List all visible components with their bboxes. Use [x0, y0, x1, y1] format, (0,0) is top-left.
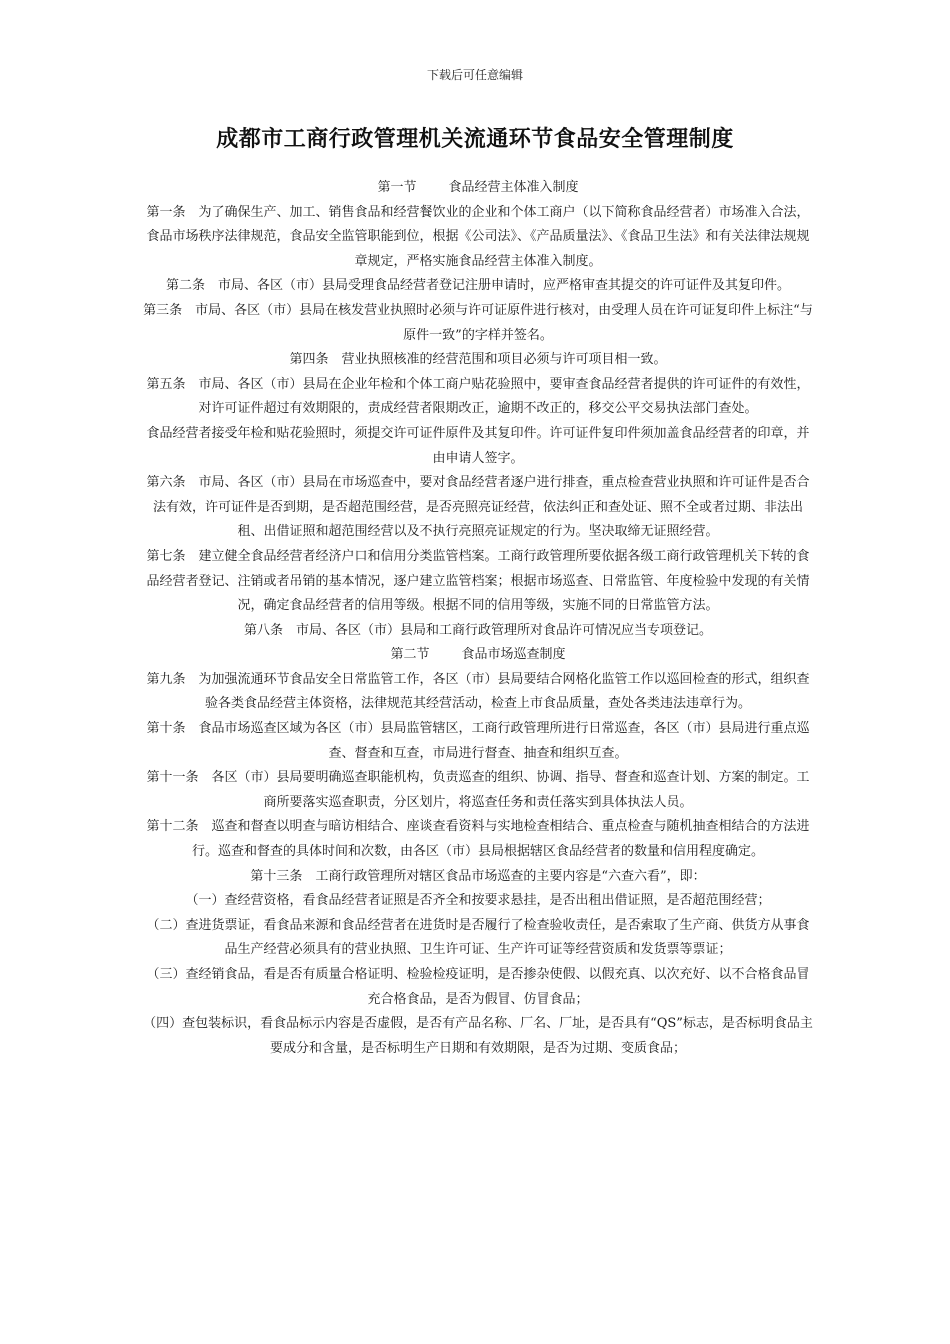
document-body — [142, 176, 814, 1061]
article-9: 第九条 为加强流通环节食品安全日常监管工作，各区（市）县局要结合网格化监管工作以巡回检查的形式，组织查验各类食品经营主体资格，法律规范其经营活动，检查上市食品质量，查处各类违法违章行为。 — [146, 671, 810, 712]
section-name: 食品经营主体准入制度 — [448, 180, 579, 195]
article-8: 第八条 市局、各区（市）县局和工商行政管理所对食品许可情况应当专项登记。 — [243, 622, 712, 638]
item-1: （一）查经营资格，看食品经营者证照是否齐全和按要求悬挂，是否出租出借证照，是否超范围经营； — [185, 893, 771, 909]
article-11: 第十一条 各区（市）县局要明确巡查职能机构，负责巡查的组织、协调、指导、督查和巡查计划、方案的制定。工商所要落实巡查职责，分区划片，将巡查任务和责任落实到具体执法人员。 — [146, 770, 810, 810]
article-4: 第四条 营业执照核准的经营范围和项目必须与许可项目相一致。 — [289, 352, 667, 368]
item-4: （四）查包装标识，看食品标示内容是否虚假，是否有产品名称、厂名、厂址，是否具有“QS”标志，是否标明食品主要成分和含量，是否标明生产日期和有效期限，是否为过期、变质食品； — [143, 1016, 813, 1056]
page-header-note: 下载后可任意编辑 — [426, 68, 523, 82]
section-name: 食品市场巡查制度 — [461, 647, 566, 663]
article-12: 第十二条 巡查和督查以明查与暗访相结合、座谈查看资料与实地检查相结合、重点检查与随机抽查相结合的方法进行。巡查和督查的具体时间和次数，由各区（市）县局根据辖区食品经营者的数量和信用程度确定。 — [146, 819, 810, 860]
section-heading-1 — [142, 176, 814, 201]
item-2: （二）查进货票证，看食品来源和食品经营者在进货时是否履行了检查验收责任，是否索取了生产商、供货方从事食品生产经营必须具有的营业执照、卫生许可证、生产许可证等经营资质和发货票等票证； — [146, 917, 810, 958]
article-3: 第三条 市局、各区（市）县局在核发营业执照时必须与许可证原件进行核对，由受理人员在许可证复印件上标注“与原件一致”的字样并签名。 — [143, 302, 813, 343]
article-13: 第十三条 工商行政管理所对辖区食品市场巡查的主要内容是“六查六看”，即： — [250, 868, 706, 884]
article-6: 第六条 市局、各区（市）县局在市场巡查中，要对食品经营者逐户进行排查，重点检查营业执照和许可证件是否合法有效，许可证件是否到期，是否超范围经营，是否亮照亮证经营，依法纠正和查处证、照不全或者过期、非法出租、出借证照和超范围经营以及不执行亮照亮证规定的行为。坚决取缔无证照经营。 — [146, 475, 810, 540]
article-1: 第一条 为了确保生产、加工、销售食品和经营餐饮业的企业和个体工商户（以下简称食品经营者）市场准入合法，食品市场秩序法律规范，食品安全监管职能到位，根据《公司法》、《产品质量法》、《食品卫生法》和有关法律法规规章规定，严格实施食品经营主体准入制度。 — [146, 204, 810, 269]
section-heading-2 — [142, 643, 814, 668]
section-number: 第一节 — [377, 180, 417, 195]
document-title: 成都市工商行政管理机关流通环节食品安全管理制度 — [216, 126, 734, 152]
article-10: 第十条 食品市场巡查区域为各区（市）县局监管辖区，工商行政管理所进行日常巡查，各区（市）县局进行重点巡查、督查和互查，市局进行督查、抽查和组织互查。 — [146, 721, 810, 761]
article-7: 第七条 建立健全食品经营者经济户口和信用分类监管档案。工商行政管理所要依据各级工商行政管理机关下转的食品经营者登记、注销或者吊销的基本情况，逐户建立监管档案；根据市场巡查、日常监管、年度检验中发现的有关情况，确定食品经营者的信用等级。根据不同的信用等级，实施不同的日常监管方法。 — [146, 548, 810, 614]
section-number: 第二节 — [390, 647, 430, 663]
article-5-paragraph-2: 食品经营者接受年检和贴花验照时，须提交许可证件原件及其复印件。许可证件复印件须加盖食品经营者的印章，并由申请人签字。 — [146, 425, 810, 466]
article-5: 第五条 市局、各区（市）县局在企业年检和个体工商户贴花验照中，要审查食品经营者提供的许可证件的有效性，对许可证件超过有效期限的，责成经营者限期改正，逾期不改正的，移交公平交易执法部门查处。 — [146, 376, 810, 417]
item-3: （三）查经销食品，看是否有质量合格证明、检验检疫证明，是否掺杂使假、以假充真、以次充好、以不合格食品冒充合格食品，是否为假冒、仿冒食品； — [146, 967, 810, 1007]
article-2: 第二条 市局、各区（市）县局受理食品经营者登记注册申请时，应严格审查其提交的许可证件及其复印件。 — [165, 278, 790, 294]
